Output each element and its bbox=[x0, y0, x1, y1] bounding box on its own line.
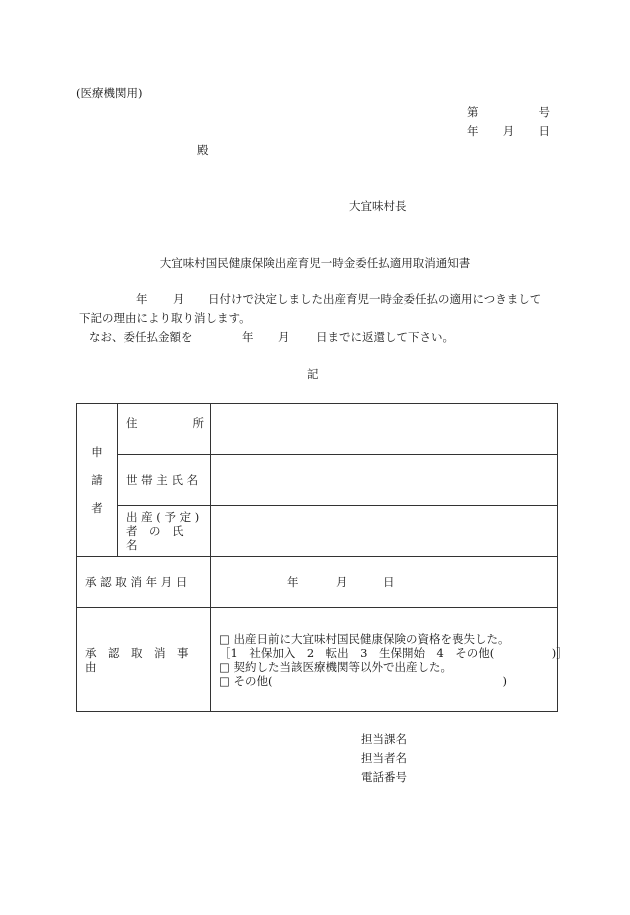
form-usage-label: (医療機関用) bbox=[76, 86, 143, 100]
cancel-date-row bbox=[77, 557, 558, 608]
householder-label: 世 帯 主 氏 名 bbox=[118, 455, 211, 506]
body-line1-month: 月 bbox=[173, 292, 185, 306]
contact-dept: 担当課名 bbox=[361, 732, 407, 746]
document-title: 大宜味村国民健康保険出産育児一時金委任払適用取消通知書 bbox=[159, 256, 471, 270]
cancel-date-label: 承 認 取 消 年 月 日 bbox=[77, 557, 211, 608]
applicant-header bbox=[77, 404, 118, 557]
issue-date bbox=[467, 124, 550, 138]
document-number bbox=[467, 105, 550, 119]
householder-row bbox=[77, 455, 558, 506]
address-label: 住 所 bbox=[118, 404, 211, 455]
body-line3-rest: 日までに返還して下さい。 bbox=[316, 330, 454, 344]
ki-marker: 記 bbox=[307, 367, 319, 381]
body-line1-rest: 日付けで決定しました出産育児一時金委任払の適用につきまして bbox=[208, 292, 542, 306]
reason-suboptions: ［1 社保加入 2 転出 3 生保開始 4 その他( )］ bbox=[219, 645, 568, 660]
reason-option-other-facility[interactable]: □ 契約した当該医療機関等以外で出産した。 bbox=[219, 659, 453, 674]
body-line3-month: 月 bbox=[278, 330, 290, 344]
address-field[interactable] bbox=[211, 404, 558, 455]
body-line2: 下記の理由により取り消します。 bbox=[79, 311, 251, 325]
body-line1-year: 年 bbox=[136, 292, 148, 306]
applicant-char-1: 申 bbox=[91, 445, 103, 459]
address-row bbox=[77, 404, 558, 455]
contact-person: 担当者名 bbox=[361, 751, 407, 765]
birth-person-name-field[interactable] bbox=[211, 506, 558, 557]
cancel-reason-field bbox=[211, 608, 568, 712]
cancel-reason-row bbox=[77, 608, 558, 712]
cancel-date-month: 月 bbox=[336, 575, 348, 589]
sender-name: 大宜味村長 bbox=[349, 199, 407, 213]
applicant-char-2: 請 bbox=[91, 473, 103, 487]
cancel-date-day: 日 bbox=[383, 575, 395, 589]
body-line3-start: なお、委任払金額を bbox=[89, 330, 193, 344]
doc-number-prefix: 第 bbox=[467, 105, 479, 119]
doc-number-suffix: 号 bbox=[538, 105, 550, 119]
reason-option-other[interactable]: □ その他( ) bbox=[219, 673, 507, 688]
reason-option-lost-qualification[interactable]: □ 出産日前に大宜味村国民健康保険の資格を喪失した。 bbox=[219, 631, 510, 646]
cancel-reason-label: 承 認 取 消 事 由 bbox=[77, 608, 211, 712]
issue-date-day: 日 bbox=[538, 124, 550, 138]
recipient-suffix: 殿 bbox=[197, 143, 209, 157]
issue-date-year: 年 bbox=[467, 124, 479, 138]
cancel-date-year: 年 bbox=[287, 575, 299, 589]
cancel-date-field[interactable] bbox=[211, 557, 558, 608]
contact-phone: 電話番号 bbox=[361, 770, 407, 784]
issue-date-month: 月 bbox=[502, 124, 515, 138]
cancellation-form-table bbox=[76, 403, 568, 712]
applicant-char-3: 者 bbox=[91, 501, 103, 515]
birth-person-label: 出 産 ( 予 定 ) 者 の 氏 名 bbox=[118, 506, 211, 557]
birth-person-row bbox=[77, 506, 558, 557]
householder-name-field[interactable] bbox=[211, 455, 558, 506]
body-line3-year: 年 bbox=[242, 330, 254, 344]
